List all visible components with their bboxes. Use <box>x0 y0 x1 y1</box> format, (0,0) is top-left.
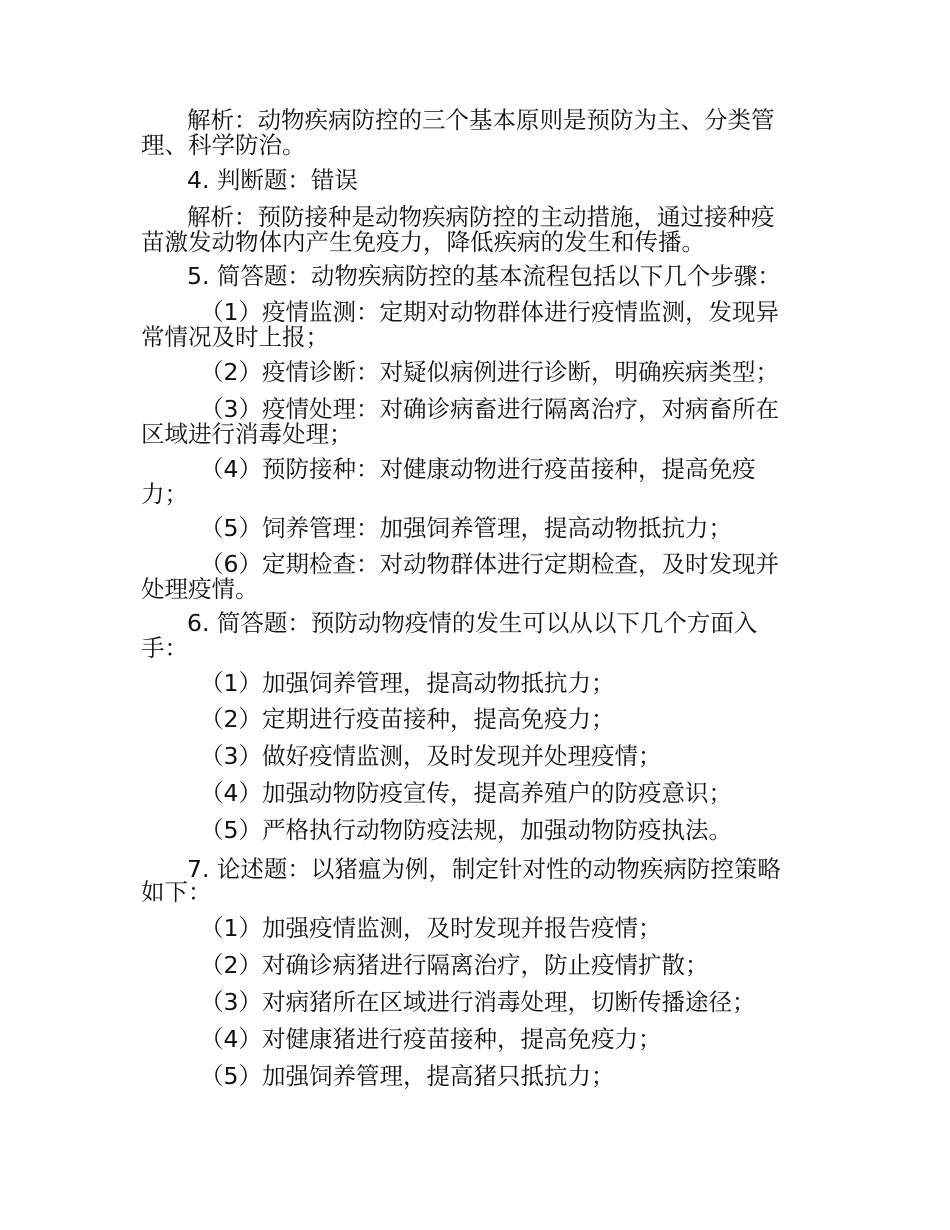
paragraph-q7-heading-line2: 如下： <box>141 878 212 906</box>
paragraph-q4-answer: 4. 判断题：错误 <box>187 166 358 194</box>
list-item-q7-4: （4）对健康猪进行疫苗接种，提高免疫力； <box>200 1025 662 1053</box>
paragraph-analysis-4-line1: 解析：预防接种是动物疾病防控的主动措施，通过接种疫 <box>187 203 775 231</box>
list-item-q5-1-line2: 常情况及时上报； <box>141 323 329 351</box>
list-item-q5-3-line2: 区域进行消毒处理； <box>141 420 353 448</box>
paragraph-q6-heading-line1: 6. 简答题：预防动物疫情的发生可以从以下几个方面入 <box>187 609 758 637</box>
list-item-q6-3: （3）做好疫情监测，及时发现并处理疫情； <box>200 742 662 770</box>
list-item-q6-2: （2）定期进行疫苗接种，提高免疫力； <box>200 705 615 733</box>
list-item-q5-6-line1: （6）定期检查：对动物群体进行定期检查，及时发现并 <box>200 550 779 578</box>
list-item-q7-2: （2）对确诊病猪进行隔离治疗，防止疫情扩散； <box>200 951 709 979</box>
paragraph-q5-heading: 5. 简答题：动物疾病防控的基本流程包括以下几个步骤： <box>187 262 781 290</box>
list-item-q7-3: （3）对病猪所在区域进行消毒处理，切断传播途径； <box>200 988 756 1016</box>
list-item-q5-6-line2: 处理疫情。 <box>141 575 259 603</box>
list-item-q5-3-line1: （3）疫情处理：对确诊病畜进行隔离治疗，对病畜所在 <box>200 395 779 423</box>
list-item-q5-4-line2: 力； <box>141 480 188 508</box>
list-item-q7-1: （1）加强疫情监测，及时发现并报告疫情； <box>200 914 662 942</box>
paragraph-analysis-3-line1: 解析：动物疾病防控的三个基本原则是预防为主、分类管 <box>187 106 775 134</box>
paragraph-q7-heading-line1: 7. 论述题：以猪瘟为例，制定针对性的动物疾病防控策略 <box>187 855 781 883</box>
list-item-q6-1: （1）加强饲养管理，提高动物抵抗力； <box>200 669 615 697</box>
list-item-q7-5: （5）加强饲养管理，提高猪只抵抗力； <box>200 1062 615 1090</box>
list-item-q6-5: （5）严格执行动物防疫法规，加强动物防疫执法。 <box>200 816 732 844</box>
list-item-q5-2: （2）疫情诊断：对疑似病例进行诊断，明确疾病类型； <box>200 358 779 386</box>
list-item-q5-4-line1: （4）预防接种：对健康动物进行疫苗接种，提高免疫 <box>200 455 756 483</box>
paragraph-analysis-3-line2: 理、科学防治。 <box>141 131 306 159</box>
list-item-q5-5: （5）饲养管理：加强饲养管理，提高动物抵抗力； <box>200 514 732 542</box>
list-item-q5-1-line1: （1）疫情监测：定期对动物群体进行疫情监测，发现异 <box>200 298 779 326</box>
paragraph-analysis-4-line2: 苗激发动物体内产生免疫力，降低疾病的发生和传播。 <box>141 228 705 256</box>
list-item-q6-4: （4）加强动物防疫宣传，提高养殖户的防疫意识； <box>200 779 732 807</box>
paragraph-q6-heading-line2: 手： <box>141 634 188 662</box>
